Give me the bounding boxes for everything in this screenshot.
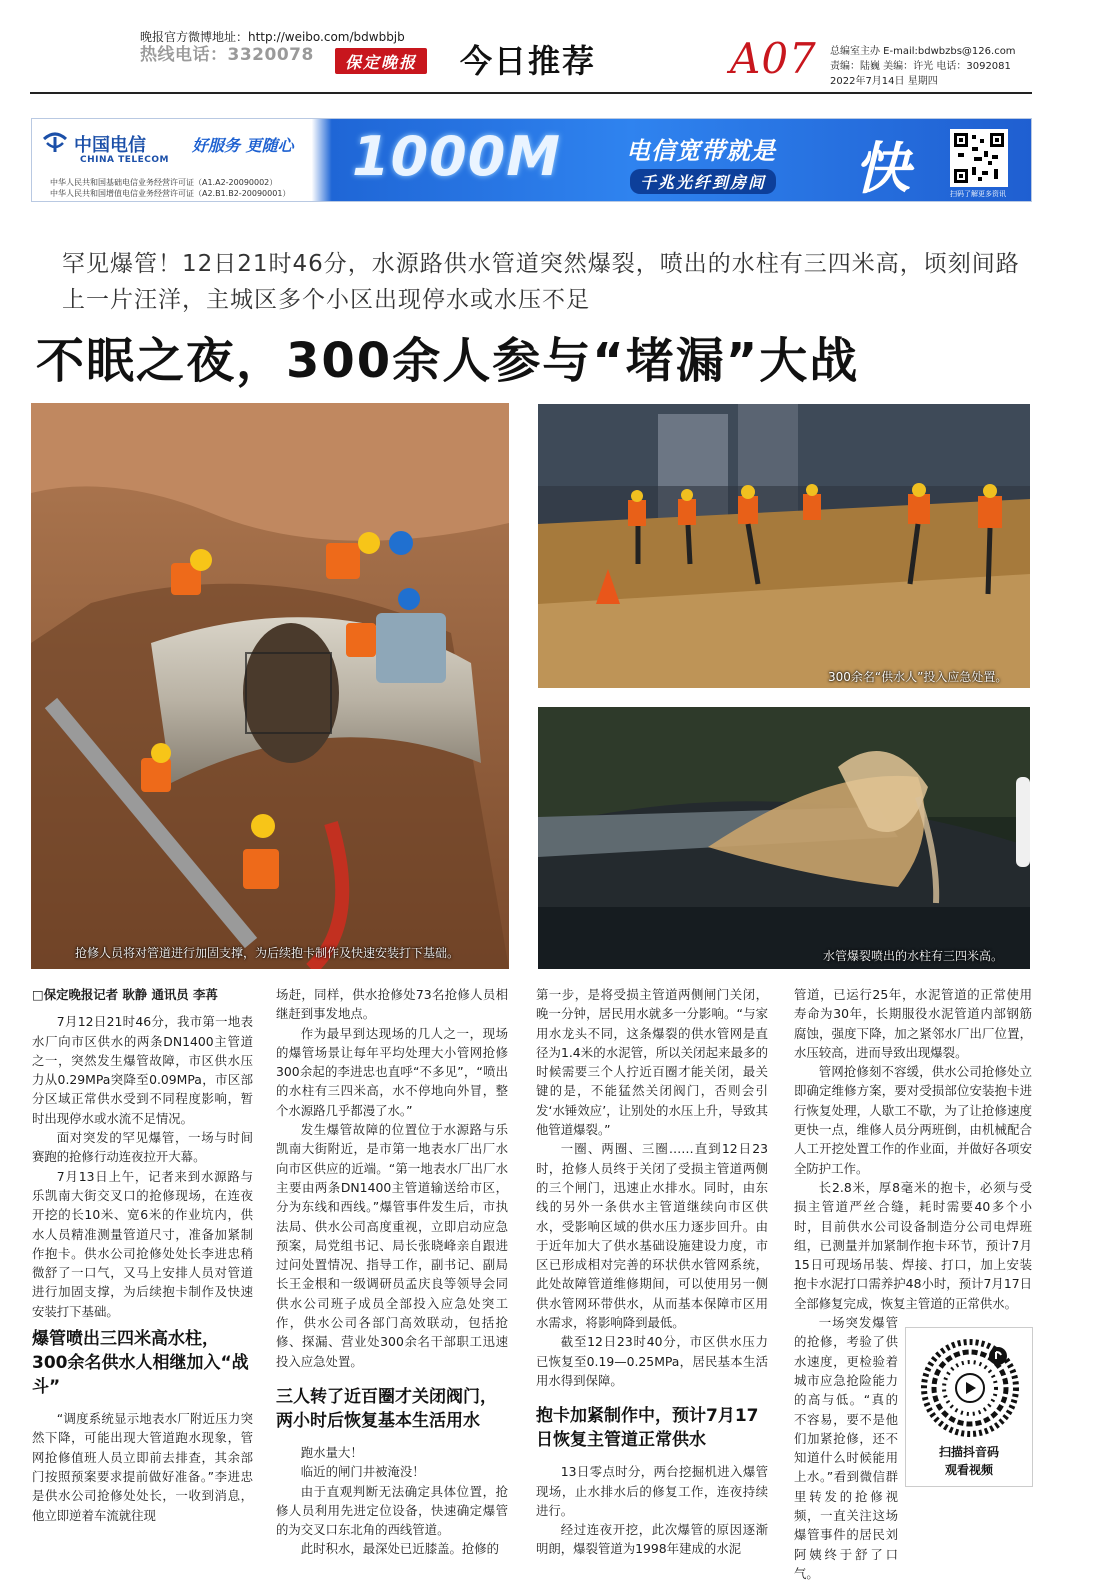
paragraph: 经过连夜开挖，此次爆管的原因逐渐明朗，爆裂管道为1998年建成的水泥 xyxy=(536,1522,768,1557)
issue-date: 2022年7月14日 星期四 xyxy=(830,76,938,87)
paragraph: 发生爆管故障的位置位于水源路与乐凯南大街附近，是市第一地表水厂出厂水向市区供应的近端。“第一地表水厂出厂水主要由两条DN1400主管道输送给市区，分为东线和西线。”爆管事件发生后，市执法局、供水公司高度重视，立即启动应急预案，局党组书记、局长张晓峰亲自跟进过问处置情况、指导工作，副书记、副局长王金根和一级调研员孟庆良等领导会同供水公司班子成员全部投入应急处突工作，供水公司各部门高效联动，包括抢修、探漏、营业处300余名干部职工迅速投入应急处置。 xyxy=(276,1122,508,1369)
paragraph: 作为最早到达现场的几人之一，现场的爆管场景让每年平均处理大小管网抢修300余起的李进忠也直呼“不多见”，“喷出的水柱有三四米高，水不停地向外冒，整个水源路几乎都漫了水。” xyxy=(276,1025,508,1118)
article-headline: 不眠之夜，300余人参与“堵漏”大战 xyxy=(36,333,860,389)
section-heading: 抱卡加紧制作中，预计7月17日恢复主管道正常供水 xyxy=(536,1406,759,1451)
paragraph: 面对突发的罕见爆管，一场与时间赛跑的抢修行动连夜拉开大幕。 xyxy=(32,1130,253,1165)
paragraph: 长2.8米，厚8毫米的抱卡，必须与受损主管道严丝合缝，耗时需要40多个小时，目前供水公司设备制造分公司电焊班组，已测量并加紧制作抱卡环节，预计7月15日可现场吊装、焊接、打口，加上安装抱卡水泥打口需养护48小时，预计7月17日全部修复完成，恢复主管道的正常供水。 xyxy=(794,1179,1032,1311)
telecom-ad-banner[interactable] xyxy=(31,118,1032,202)
douyin-qr-code-icon xyxy=(920,1338,1020,1438)
ad-licenses xyxy=(50,177,290,199)
section-title: 今日推荐 xyxy=(460,42,597,80)
paragraph: 此时积水，最深处已近膝盖。抢修的 xyxy=(300,1541,500,1557)
article-column-2 xyxy=(276,985,508,1559)
photo-pipe-repair xyxy=(31,403,509,969)
ad-message-sub: 千兆光纤到房间 xyxy=(630,169,776,194)
china-telecom-logo-icon xyxy=(42,131,68,153)
paragraph: 截至12日23时40分，市区供水压力已恢复至0.19—0.25MPa，居民基本生活用水得到保障。 xyxy=(536,1334,768,1388)
weibo-address[interactable]: 晚报官方微博地址：http://weibo.com/bdwbbjb xyxy=(140,30,405,44)
qr-caption-line-1: 扫描抖音码 xyxy=(938,1445,999,1459)
article-subheadline: 罕见爆管！12日21时46分，水源路供水管道突然爆裂，喷出的水柱有三四米高，顷刻间路上一片汪洋，主城区多个小区出现停水或水压不足 xyxy=(62,251,1020,313)
byline: □保定晚报记者 耿静 通讯员 李苒 xyxy=(32,987,218,1002)
paragraph: 由于直观判断无法确定具体位置，抢修人员利用先进定位设备，快速确定爆管的为交叉口东北角的西线管道。 xyxy=(276,1483,508,1538)
paragraph: 一场突发爆管的抢修，考验了供水速度，更检验着城市应急抢险能力的高与低。“真的不容易，要不是他们加紧抢修，还不知道什么时候能用上水。”看到微信群里转发的抢修视频，一直关注这场爆管事件的居民刘阿姨终于舒了口气。 xyxy=(794,1315,898,1581)
photo-water-jet xyxy=(538,707,1030,969)
photo-caption-water-jet: 水管爆裂喷出的水柱有三四米高。 xyxy=(823,949,1004,963)
paragraph: 第一步，是将受损主管道两侧闸门关闭，晚一分钟，居民用水就多一分影响。“与家用水龙头不同，这条爆裂的供水管网是直径为1.4米的水泥管，所以关闭起来最多的时候需要三个人拧近百圈才能关闭，最关键的是，不能猛然关闭阀门，否则会引发‘水锤效应’，让别处的水压上升，导致其他管道爆裂。” xyxy=(536,987,768,1138)
masthead-rule xyxy=(30,92,1032,94)
section-heading: 爆管喷出三四米高水柱，300余名供水人相继加入“战斗” xyxy=(32,1329,249,1398)
paragraph: 管网抢修刻不容缓，供水公司抢修处立即确定维修方案，要对受损部位安装抱卡进行恢复处理，人歇工不歇，为了让抢修速度更快一点，维修人员分两班倒，由机械配合人工开挖处置工作的作业面，并做好各项安全防护工作。 xyxy=(794,1064,1032,1176)
section-heading: 三人转了近百圈才关闭阀门，两小时后恢复基本生活用水 xyxy=(276,1386,497,1431)
ad-brand-en: CHINA TELECOM xyxy=(80,155,169,165)
editor-line-2: 责编：陆巍 美编：许光 电话：3092081 xyxy=(830,61,1011,72)
paragraph: 7月12日21时46分，我市第一地表水厂向市区供水的两条DN1400主管道之一，突然发生爆管故障，市区供水压力从0.29MPa突降至0.09MPa，市区部分区域正常供水受到不同程度影响，暂时出现停水或水流不足情况。 xyxy=(32,1014,253,1126)
paragraph: 一圈、两圈、三圈……直到12日23时，抢修人员终于关闭了受损主管道两侧的三个闸门，迅速止水排水。同时，由东线的另外一条供水主管道继续向市区供水，受影响区域的供水压力逐步回升。由于近年加大了供水基础设施建设力度，市区已形成相对完善的环状供水管网系统，此处故障管道维修期间，可以使用另一侧供水管网环带供水，从而基本保障市区用水需求，将影响降到最低。 xyxy=(536,1141,768,1331)
photo-night-workers xyxy=(538,404,1030,688)
paragraph: “调度系统显示地表水厂附近压力突然下降，可能出现大管道跑水现象，管网抢修值班人员立即前去排查，其余部门按照预案要求提前做好准备。”李进忠是供水公司抢修处处长，一收到消息，他立即逆着车流就往现 xyxy=(32,1411,253,1523)
photo-caption-workers: 300余名“供水人”投入应急处置。 xyxy=(828,670,1008,684)
ad-message: 电信宽带就是 xyxy=(626,137,776,165)
hotline: 热线电话：3320078 xyxy=(140,45,314,65)
paragraph: 临近的闸门井被淹没！ xyxy=(300,1464,425,1480)
photo-caption-repair: 抢修人员将对管道进行加固支撑，为后续抱卡制作及快速安装打下基础。 xyxy=(75,946,460,960)
ad-brand: 中国电信 xyxy=(74,135,146,156)
article-column-1 xyxy=(32,985,253,1525)
paragraph: 管道，已运行25年，水泥管道的正常使用寿命为30年，长期服役水泥管道内部钢筋腐蚀，强度下降，加之紧邻水厂出厂位置，水压较高，进而导致出现爆裂。 xyxy=(794,987,1032,1060)
paragraph: 跑水量大！ xyxy=(300,1444,363,1460)
article-column-4 xyxy=(794,985,1032,1583)
paragraph: 13日零点时分，两台挖掘机进入爆管现场，止水排水后的修复工作，连夜持续进行。 xyxy=(536,1464,768,1518)
ad-license-2: 中华人民共和国增值电信业务经营许可证（A2.B1.B2-20090001） xyxy=(50,189,291,198)
ad-fast: 快 xyxy=(854,137,910,202)
paragraph: 7月13日上午，记者来到水源路与乐凯南大街交叉口的抢修现场，在连夜开挖的长10米、宽6米的作业坑内，供水人员精准测量管道尺寸，准备加紧制作抱卡。供水公司抢修处处长李进忠稍微舒了一口气，又马上安排人员对管道进行加固支撑，为后续抱卡制作及快速安装打下基础。 xyxy=(32,1168,253,1319)
editor-info xyxy=(830,44,1016,89)
paragraph: 场赶，同样，供水抢修处73名抢修人员相继赶到事发地点。 xyxy=(276,987,508,1022)
editor-line-1: 总编室主办 E-mail:bdwbzbs@126.com xyxy=(830,46,1016,57)
article-column-3 xyxy=(536,985,768,1559)
newspaper-logo: 保定晚报 xyxy=(335,48,427,74)
ad-qr-code-icon[interactable] xyxy=(950,129,1008,187)
ad-slogan: 好服务 更随心 xyxy=(192,136,294,155)
page-number: A07 xyxy=(730,34,817,83)
ad-license-1: 中华人民共和国基础电信业务经营许可证（A1.A2-20090002） xyxy=(50,178,278,187)
qr-caption-line-2: 观看视频 xyxy=(944,1463,993,1477)
ad-speed: 1000M xyxy=(352,125,562,188)
douyin-qr-box[interactable] xyxy=(905,1327,1033,1487)
ad-qr-caption: 扫码了解更多资讯 xyxy=(950,190,1006,198)
